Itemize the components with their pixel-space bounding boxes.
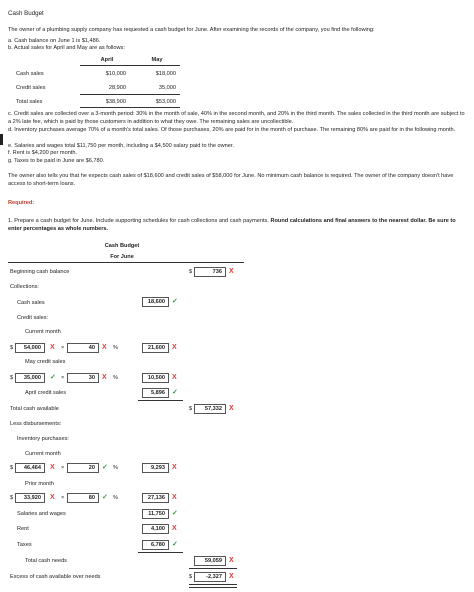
- page-title: Cash Budget: [8, 10, 44, 17]
- label-credit-sales: Credit sales:: [17, 315, 49, 321]
- label-current-month: Current month: [25, 329, 61, 335]
- table-header-rule: [80, 65, 180, 66]
- total-needs-input[interactable]: 59,059: [194, 556, 226, 566]
- incorrect-icon: X: [102, 344, 107, 351]
- incorrect-icon: X: [50, 464, 55, 471]
- row-label-credit: Credit sales: [16, 85, 46, 91]
- correct-icon: ✓: [102, 494, 108, 501]
- question-1-instructions: Round calculations and final answers to the nearest dollar. Be sure to enter percentages as whole numbers.: [8, 218, 456, 232]
- incorrect-icon: X: [50, 494, 55, 501]
- required-label: Required:: [8, 200, 35, 206]
- may-credit-pct-input[interactable]: 30: [67, 373, 99, 383]
- label-salaries: Salaries and wages: [17, 511, 66, 517]
- inv-current-result-input[interactable]: 9,293: [142, 463, 169, 473]
- times-sign: ×: [61, 345, 65, 351]
- percent-sign: %: [113, 345, 118, 351]
- item-a: a. Cash balance on June 1 is $1,486.: [8, 38, 101, 44]
- left-margin-marker: [0, 134, 3, 145]
- times-sign: ×: [61, 375, 65, 381]
- table-bottom-rule: [80, 107, 180, 108]
- beginning-cash-input[interactable]: 736: [194, 267, 226, 277]
- taxes-input[interactable]: 6,780: [142, 540, 169, 550]
- incorrect-icon: X: [172, 494, 177, 501]
- may-credit-base-input[interactable]: 35,000: [15, 373, 45, 383]
- label-april-credit: April credit sales: [25, 390, 67, 396]
- april-credit-result-input[interactable]: 5,896: [142, 388, 169, 398]
- cell-credit-april: 28,900: [108, 85, 126, 91]
- cash-sales-input[interactable]: 18,600: [142, 297, 169, 307]
- dollar-sign: $: [10, 345, 14, 351]
- current-month-pct-input[interactable]: 40: [67, 343, 99, 353]
- correct-icon: ✓: [102, 464, 108, 471]
- may-credit-result-input[interactable]: 10,500: [142, 373, 169, 383]
- item-f: f. Rent is $4,200 per month.: [8, 150, 78, 156]
- inv-current-pct-input[interactable]: 20: [67, 463, 99, 473]
- times-sign: ×: [61, 465, 65, 471]
- incorrect-icon: X: [172, 344, 177, 351]
- label-inv-current-month: Current month: [25, 451, 61, 457]
- cell-total-april: $38,900: [105, 99, 126, 105]
- incorrect-icon: X: [172, 374, 177, 381]
- budget-header-rule: [8, 262, 244, 263]
- dollar-sign: $: [189, 574, 193, 580]
- incorrect-icon: X: [229, 405, 234, 412]
- label-total-needs: Total cash needs: [25, 558, 67, 564]
- inv-prior-base-input[interactable]: 33,920: [15, 493, 45, 503]
- question-1-text: 1. Prepare a cash budget for June. Include supporting schedules for cash collections and cash payments.: [8, 218, 269, 224]
- col-april: April: [100, 57, 114, 63]
- dollar-sign: $: [189, 269, 193, 275]
- cell-cash-may: $18,000: [155, 71, 176, 77]
- inv-prior-pct-input[interactable]: 80: [67, 493, 99, 503]
- item-e: e. Salaries and wages total $11,750 per month, including a $4,500 salary paid to the owner.: [8, 143, 234, 149]
- question-1: [8, 218, 468, 233]
- label-may-credit: May credit sales: [25, 359, 66, 365]
- cell-total-may: $53,000: [155, 99, 176, 105]
- col-may: May: [151, 57, 163, 63]
- times-sign: ×: [61, 495, 65, 501]
- current-month-base-input[interactable]: 54,000: [15, 343, 45, 353]
- dollar-sign: $: [189, 406, 193, 412]
- item-b: b. Actual sales for April and May are as follows:: [8, 45, 125, 51]
- budget-subtitle: For June: [110, 254, 134, 260]
- incorrect-icon: X: [50, 344, 55, 351]
- inv-current-base-input[interactable]: 46,464: [15, 463, 45, 473]
- percent-sign: %: [113, 465, 118, 471]
- owner-note: The owner also tells you that he expects cash sales of $18,600 and credit sales of $58,000 for June. No minimum cash balance is required. The owner of the company doesn't have access to short-term loans.: [8, 173, 454, 187]
- label-less-disbursements: Less disbursements:: [10, 421, 62, 427]
- needs-total-rule: [189, 568, 237, 569]
- label-cash-sales: Cash sales: [17, 300, 45, 306]
- label-beginning: Beginning cash balance: [10, 269, 70, 275]
- incorrect-icon: X: [172, 464, 177, 471]
- excess-double-rule: [189, 584, 237, 588]
- salaries-input[interactable]: 11,750: [142, 509, 169, 519]
- correct-icon: ✓: [172, 510, 178, 517]
- label-total-available: Total cash available: [10, 406, 59, 412]
- correct-icon: ✓: [172, 541, 178, 548]
- item-g: g. Taxes to be paid in June are $6,780.: [8, 158, 105, 164]
- incorrect-icon: X: [102, 374, 107, 381]
- budget-title: Cash Budget: [104, 243, 140, 249]
- table-total-rule: [80, 94, 180, 95]
- current-month-result-input[interactable]: 21,600: [142, 343, 169, 353]
- intro-text: The owner of a plumbing supply company has requested a cash budget for June. After examining the records of the company, you find the following:: [8, 27, 375, 33]
- label-rent: Rent: [17, 526, 29, 532]
- collections-total-rule: [138, 400, 183, 401]
- inv-prior-result-input[interactable]: 27,136: [142, 493, 169, 503]
- cell-credit-may: 35,000: [158, 85, 176, 91]
- label-collections: Collections:: [10, 284, 39, 290]
- correct-icon: ✓: [50, 374, 56, 381]
- label-inventory-purchases: Inventory purchases:: [17, 436, 69, 442]
- label-prior-month: Prior month: [25, 481, 54, 487]
- incorrect-icon: X: [229, 268, 234, 275]
- cell-cash-april: $10,000: [105, 71, 126, 77]
- label-excess: Excess of cash available over needs: [10, 574, 101, 580]
- row-label-cash: Cash sales: [16, 71, 44, 77]
- dollar-sign: $: [10, 495, 14, 501]
- incorrect-icon: X: [229, 557, 234, 564]
- incorrect-icon: X: [229, 573, 234, 580]
- rent-input[interactable]: 4,100: [142, 524, 169, 534]
- correct-icon: ✓: [172, 298, 178, 305]
- correct-icon: ✓: [172, 389, 178, 396]
- row-label-total: Total sales: [16, 99, 43, 105]
- label-taxes: Taxes: [17, 542, 32, 548]
- percent-sign: %: [113, 375, 118, 381]
- incorrect-icon: X: [172, 525, 177, 532]
- dollar-sign: $: [10, 375, 14, 381]
- total-available-input[interactable]: 57,332: [194, 404, 226, 414]
- percent-sign: %: [113, 495, 118, 501]
- item-c: c. Credit sales are collected over a 3-month period: 30% in the month of sale, 40% in the second month, and 20% in the third month. The sales collected in the third month are subject to a 2% late fee, which is paid by those customers in addition to what they owe. The remaining sales are uncollectible.: [8, 111, 465, 125]
- disbursements-total-rule: [138, 552, 183, 553]
- excess-input[interactable]: -2,327: [194, 572, 226, 582]
- item-d: d. Inventory purchases average 70% of a month's total sales. Of those purchases, 20% are paid for in the month of purchase. The remaining 80% are paid for in the following month.: [8, 127, 456, 133]
- dollar-sign: $: [10, 465, 14, 471]
